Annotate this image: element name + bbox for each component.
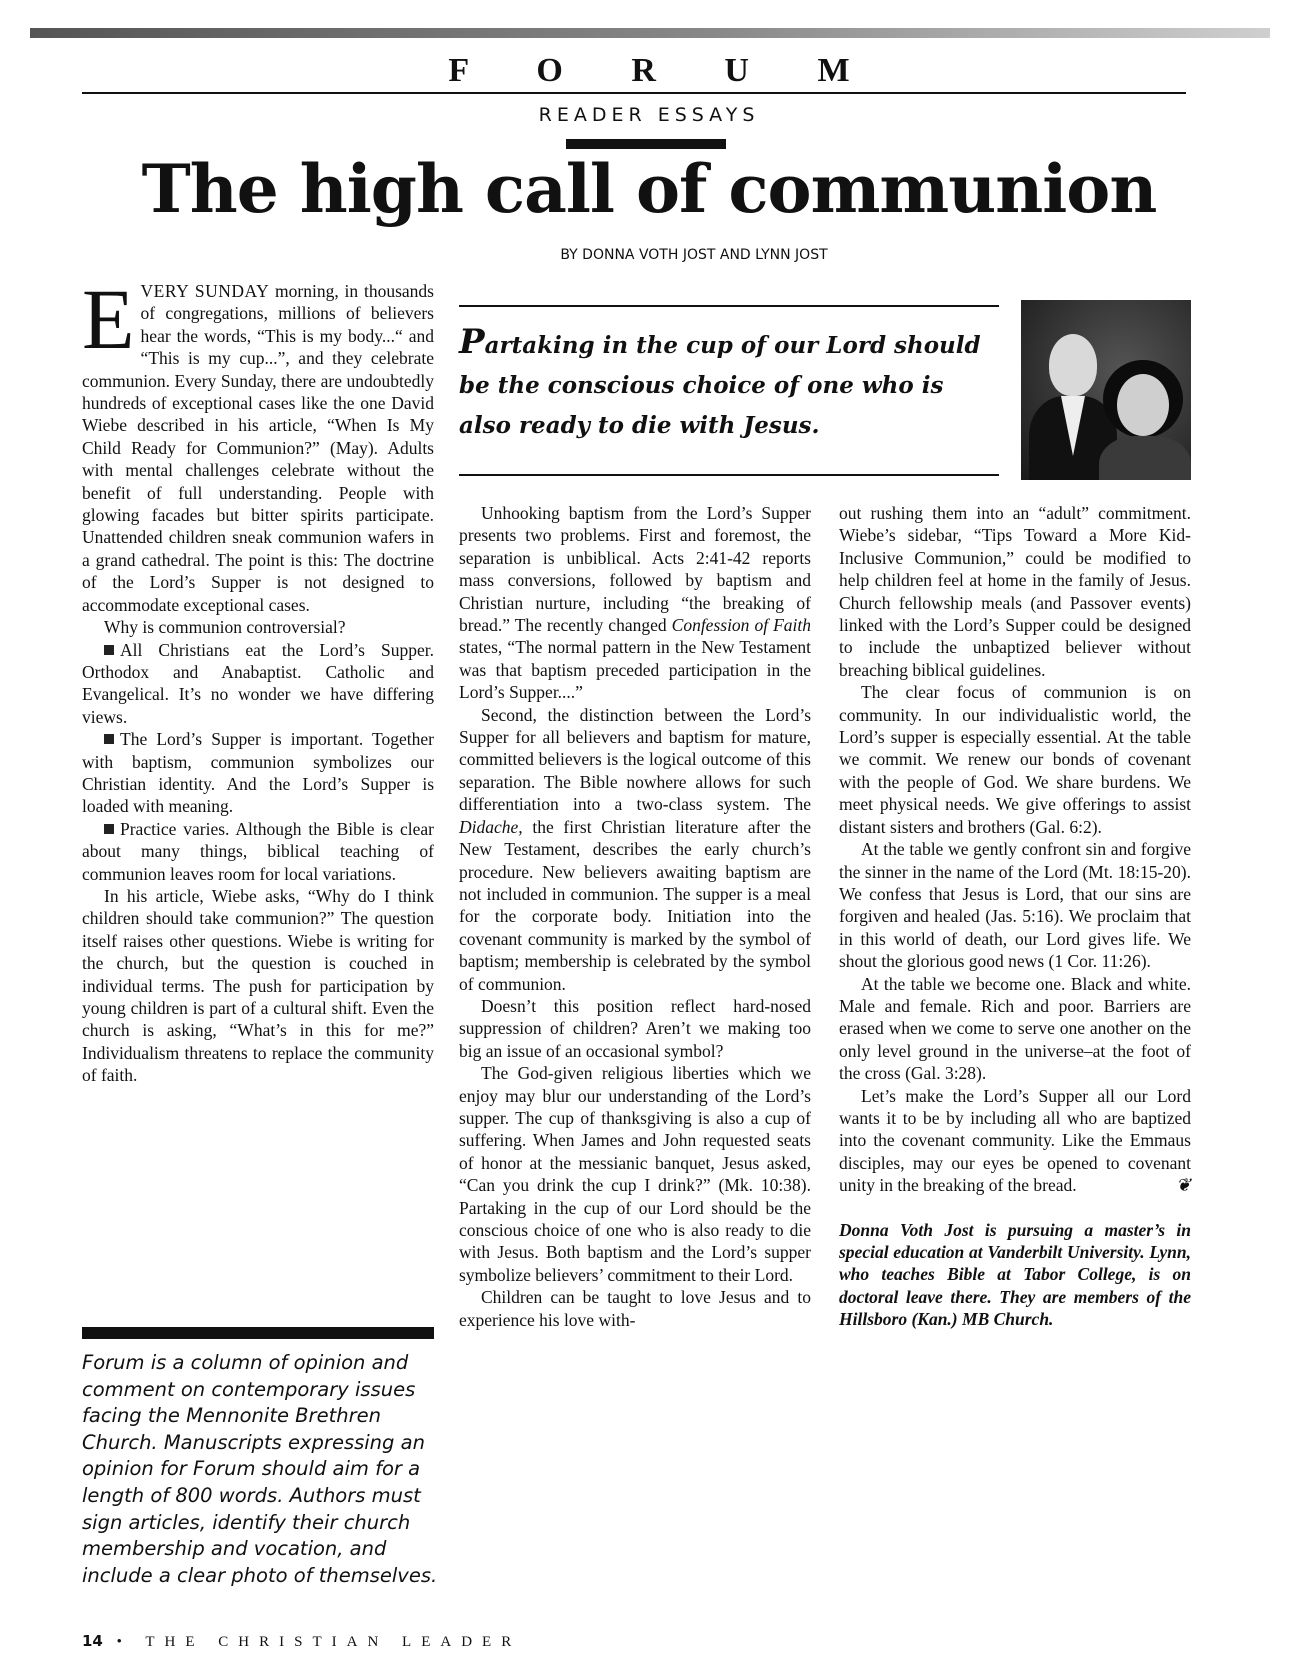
article-column-3 (839, 502, 1191, 1331)
text-run: the first Christian literature after the New Testament, describes the early church’s procedure. New believers awaiting baptism are not included in communion. The supper is a meal for the corporate body. Initiation into the covenant community is marked by the symbol of baptism; membership is celebrated by the symbol of communion. (459, 816, 811, 994)
square-bullet-icon (104, 824, 114, 834)
lead-caps: VERY SUNDAY (140, 281, 270, 301)
subsection-name: READER ESSAYS (538, 104, 760, 126)
page-number: 14 (82, 1632, 103, 1650)
paragraph: The clear focus of communion is on community. In our individualistic world, the Lord’s supper is especially essential. At the table we commit. We renew our bonds of covenant with the people of God. We share burdens. We meet physical needs. We give offerings to assist distant sisters and brothers (Gal. 6:2). (839, 682, 1191, 837)
paragraph: In his article, Wiebe asks, “Why do I think children should take communion?” The question itself raises other questions. Wiebe is writing for the church, but the question is couched in individual terms. The push for participation by young children is part of a cultural shift. Even the church is asking, “What’s in this for me?” Individualism threatens to replace the community of faith. (82, 885, 434, 1086)
emphasis: Confession of Faith (671, 615, 811, 636)
text-run: states, “The normal pattern in the New Testament was that baptism preceded participation in the Lord’s Supper....” (459, 637, 811, 703)
pullquote-initial: P (459, 322, 485, 362)
lead-paragraph-text: morning, in thousands of congregations, millions of believers hear the words, “This is my body...“ and “This is my cup...”, and they celebrate communion. Every Sunday, there are undoubtedly hundreds of exceptional cases like the one David Wiebe described in his article, “When Is My Child Ready for Communion?” (May). Adults with mental challenges celebrate without the benefit of full understanding. People with glowing facades but bitter spirits participate. Unattended children sneak communion wafers in a grand cathedral. The point is this: The doctrine of the Lord’s Supper is not designed to accommodate exceptional cases. (82, 281, 434, 615)
pullquote-text: artaking in the cup of our Lord should be the conscious choice of one who is also ready to die with Jesus. (459, 332, 981, 439)
author-photo (1021, 300, 1191, 480)
forum-note: Forum is a column of opinion and comment on contemporary issues facing the Mennonite Brethren Church. Manuscripts expressing an opinion for Forum should aim for a length of 800 words. Authors must sign articles, identify their church membership and vocation, and include a clear photo of themselves. (82, 1351, 438, 1587)
paragraph: Children can be taught to love Jesus and to experience his love with- (459, 1287, 811, 1330)
subsection-bar (566, 139, 726, 149)
page-footer (82, 1632, 521, 1651)
drop-cap: E (82, 271, 135, 367)
article-byline: BY DONNA VOTH JOST AND LYNN JOST (560, 247, 828, 263)
publication-name: THE CHRISTIAN LEADER (145, 1634, 522, 1650)
bullet-text: All Christians eat the Lord’s Supper. Orthodox and Anabaptist. Catholic and Evangelical. It’s no wonder we have differing views. (82, 639, 434, 727)
top-decorative-bar (30, 28, 1270, 38)
section-name: F O R U M (448, 52, 880, 89)
text-run: Let’s make the Lord’s Supper all our Lord wants it to be by including all who are baptized into the covenant community. Like the Emmaus disciples, may our eyes be opened to covenant unity in the breaking of the bread. (839, 1085, 1191, 1196)
bullet-text: Practice varies. Although the Bible is clear about many things, biblical teaching of communion leaves room for local variations. (82, 818, 434, 884)
paragraph: At the table we gently confront sin and forgive the sinner in the name of the Lord (Mt. 18:15-20). We confess that Jesus is Lord, that our sins are forgiven and healed (Jas. 5:16). We proclaim that in this world of death, our Lord gives life. We shout the glorious good news (1 Cor. 11:26). (839, 839, 1191, 972)
paragraph (459, 704, 811, 995)
pullquote-rule-bottom (459, 474, 999, 476)
bullet-item (82, 639, 434, 729)
text-run: Unhooking baptism from the Lord’s Supper presents two problems. First and foremost, the separation is unbiblical. Acts 2:41-42 reports mass conversions, followed by baptism and Christian nurture, including “the breaking of bread.” The recently changed (459, 503, 811, 636)
header-rule (82, 92, 1186, 94)
bullet-text: The Lord’s Supper is important. Together with baptism, communion symbolizes our Christian identity. And the Lord’s Supper is loaded with meaning. (82, 729, 434, 817)
paragraph (459, 502, 811, 704)
author-bio: Donna Voth Jost is pursuing a master’s in special education at Vanderbilt University. Lynn, who teaches Bible at Tabor College, is on doctoral leave there. They are members of the Hillsboro (Kan.) MB Church. (839, 1219, 1191, 1330)
paragraph: The God-given religious liberties which we enjoy may blur our understanding of the Lord’s supper. The cup of thanksgiving is also a cup of suffering. When James and John requested seats of honor at the messianic banquet, Jesus asked, “Can you drink the cup I drink?” (Mk. 10:38). Partaking in the cup of our Lord should be the conscious choice of one who is also ready to die with Jesus. Both baptism and the Lord’s supper symbolize believers’ commitment to their Lord. (459, 1063, 811, 1285)
square-bullet-icon (104, 645, 114, 655)
article-column-1 (82, 271, 434, 1087)
paragraph (839, 1085, 1191, 1197)
article-title: The high call of communion (141, 150, 1157, 228)
pullquote-rule-top (459, 305, 999, 307)
pullquote (459, 322, 999, 446)
paragraph: out rushing them into an “adult” commitment. Wiebe’s sidebar, “Tips Toward a More Kid-Inclusive Communion,” could be modified to help children feel at home in the family of Jesus. Church fellowship meals (and Passover events) linked with the Lord’s Supper could be designed to include the unbaptized believer without breaching biblical guidelines. (839, 503, 1191, 680)
paragraph: Why is communion controversial? (104, 617, 346, 638)
paragraph: Doesn’t this position reflect hard-nosed suppression of children? Aren’t we making too big an issue of an occasional symbol? (459, 995, 811, 1061)
emphasis: Didache, (459, 816, 523, 837)
bullet-item (82, 728, 434, 818)
bullet-item (82, 818, 434, 885)
note-bar (82, 1327, 434, 1339)
lead-paragraph (82, 271, 434, 616)
paragraph: At the table we become one. Black and white. Male and female. Rich and poor. Barriers are erased when we come to serve one another on the only level ground in the universe–at the foot of the cross (Gal. 3:28). (839, 973, 1191, 1084)
end-mark-icon: ❦ (1175, 1175, 1191, 1196)
article-column-2 (459, 502, 811, 1331)
text-run: Second, the distinction between the Lord’s Supper for all believers and baptism for mature, committed believers is the logical outcome of this separation. The Bible nowhere allows for such differentiation into a two-class system. The (459, 704, 811, 815)
footer-separator: • (116, 1634, 132, 1650)
square-bullet-icon (104, 734, 114, 744)
